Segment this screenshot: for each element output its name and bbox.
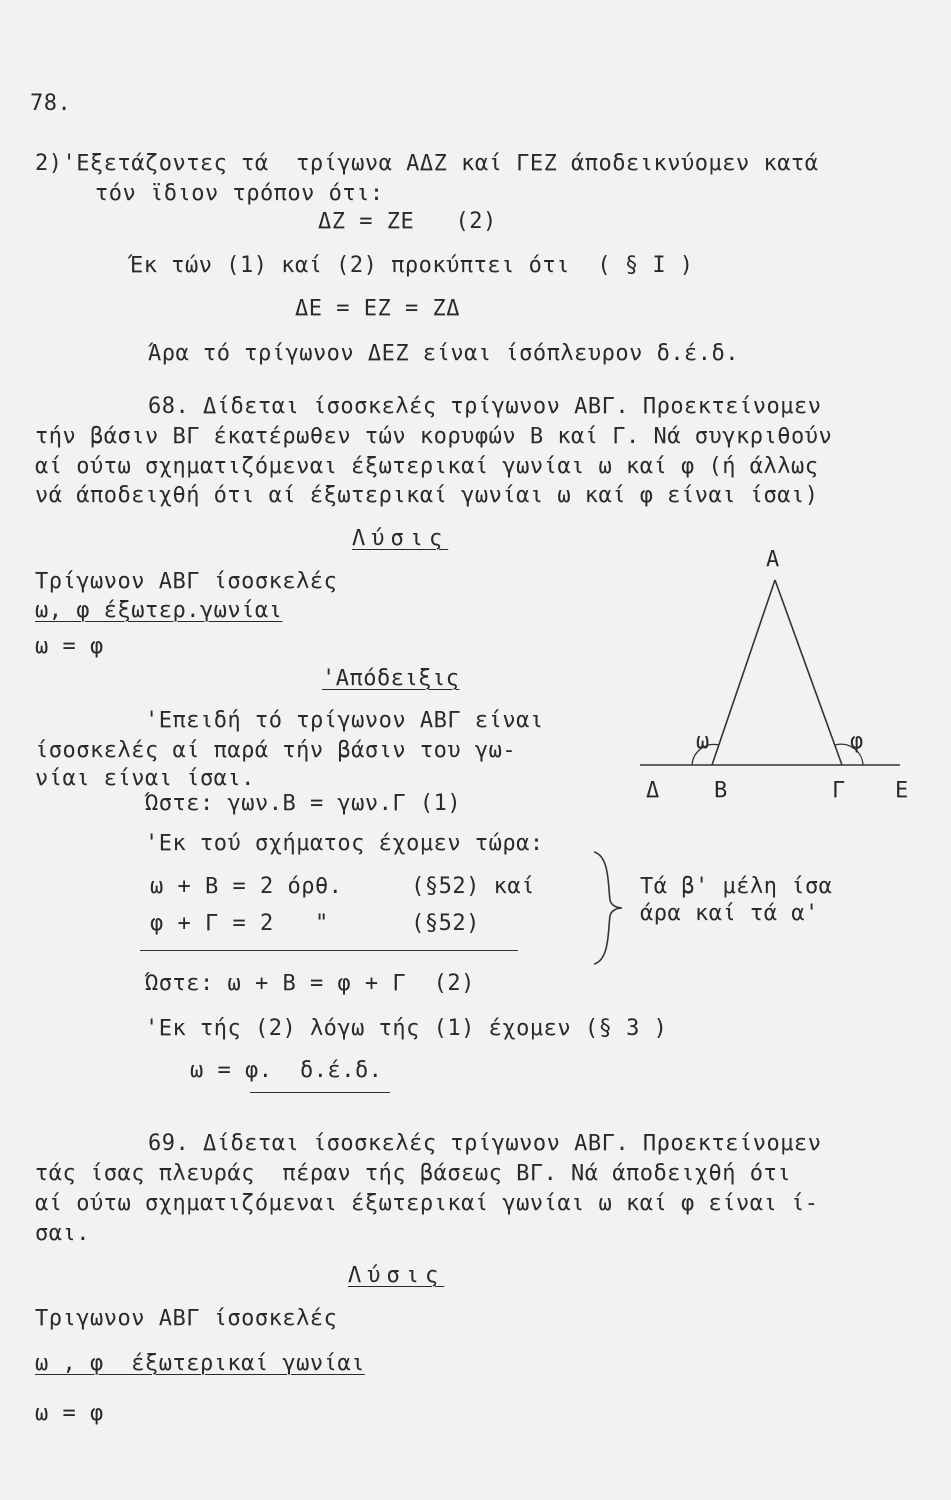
p68-given-2: ω, φ έξωτερ.γωνίαι [35, 598, 283, 623]
brace-note-1: Τά β' μέλη ίσα [640, 874, 833, 899]
p69-target: ω = φ [35, 1401, 104, 1426]
p68-proof-5: 'Εκ τού σχήματος έχομεν τώρα: [145, 831, 544, 856]
p68-line4: νά άποδειχθή ότι αί έξωτερικαί γωνίαι ω καί φ είναι ίσαι) [35, 483, 819, 508]
p69-given-1: Τριγωνον ΑΒΓ ίσοσκελές [35, 1306, 338, 1331]
p68-given-1: Τρίγωνον ΑΒΓ ίσοσκελές [35, 569, 338, 594]
p68-proof-6: Ώστε: ω + Β = φ + Γ (2) [145, 971, 475, 996]
label-right-ext: Ε [895, 778, 909, 803]
p68-proof-heading: 'Απόδειξις [322, 666, 460, 691]
p68-target: ω = φ [35, 634, 104, 659]
prob2-equation-1: ΔΖ = ΖΕ (2) [318, 209, 497, 234]
prob2-line1: 2)'Εξετάζοντες τά τρίγωνα ΑΔΖ καί ΓΕΖ άποδεικνύομεν κατά [35, 151, 819, 176]
isosceles-triangle-figure [620, 540, 920, 810]
p68-line3: αί ούτω σχηματιζόμεναι έξωτερικαί γωνίαι ω καί φ (ή άλλως [35, 454, 819, 479]
p68-proof-3: νίαι είναι ίσαι. [35, 766, 255, 791]
p68-line1: 68. Δίδεται ίσοσκελές τρίγωνον ΑΒΓ. Προεκτείνομεν [148, 394, 822, 419]
page-number: 78. [30, 91, 72, 116]
p68-equation-a: ω + Β = 2 όρθ. (§52) καί [150, 874, 535, 899]
side-ab [712, 580, 775, 765]
label-phi: φ [850, 729, 864, 754]
p68-proof-2: ίσοσκελές αί παρά τήν βάσιν του γω- [35, 738, 517, 763]
p68-proof-1: 'Επειδή τό τρίγωνον ΑΒΓ είναι [145, 708, 544, 733]
prob2-line3: Έκ τών (1) καί (2) προκύπτει ότι ( § I ) [130, 253, 694, 278]
brace-note-2: άρα καί τά α' [640, 901, 819, 926]
prob2-conclusion: Άρα τό τρίγωνον ΔΕΖ είναι ίσόπλευρον δ.έ.δ. [148, 341, 740, 366]
p68-proof-8: ω = φ. δ.έ.δ. [190, 1058, 383, 1083]
p69-given-2: ω , φ έξωτερικαί γωνίαι [35, 1351, 365, 1376]
prob2-line2: τόν ϊδιον τρόπον ότι: [95, 181, 384, 206]
sum-rule [140, 950, 518, 951]
p68-line2: τήν βάσιν ΒΓ έκατέρωθεν τών κορυφών Β καί Γ. Νά συγκριθούν [35, 424, 833, 449]
p69-line4: σαι. [35, 1221, 90, 1246]
p68-proof-4: Ώστε: γων.Β = γων.Γ (1) [145, 791, 462, 816]
p69-line1: 69. Δίδεται ίσοσκελές τρίγωνον ΑΒΓ. Προεκτείνομεν [148, 1131, 822, 1156]
label-apex: Α [766, 547, 780, 572]
p69-line3: αί ούτω σχηματιζόμεναι έξωτερικαί γωνίαι ω καί φ είναι ί- [35, 1191, 819, 1216]
curly-brace-icon [588, 848, 628, 968]
p68-proof-7: 'Εκ τής (2) λόγω τής (1) έχομεν (§ 3 ) [145, 1016, 668, 1041]
p68-lysis-heading: Λύσις [352, 526, 449, 551]
p69-lysis-heading: Λύσις [348, 1263, 445, 1288]
prob2-equation-2: ΔΕ = ΕΖ = ΖΔ [295, 296, 460, 321]
p69-line2: τάς ίσας πλευράς πέραν τής βάσεως ΒΓ. Νά άποδειχθή ότι [35, 1161, 791, 1186]
label-omega: ω [696, 729, 710, 754]
label-base-right: Γ [832, 778, 846, 803]
p68-equation-b: φ + Γ = 2 " (§52) [150, 911, 480, 936]
side-ag [775, 580, 842, 765]
label-base-left: Β [714, 778, 728, 803]
label-left-ext: Δ [646, 778, 660, 803]
qed-rule [250, 1092, 390, 1093]
